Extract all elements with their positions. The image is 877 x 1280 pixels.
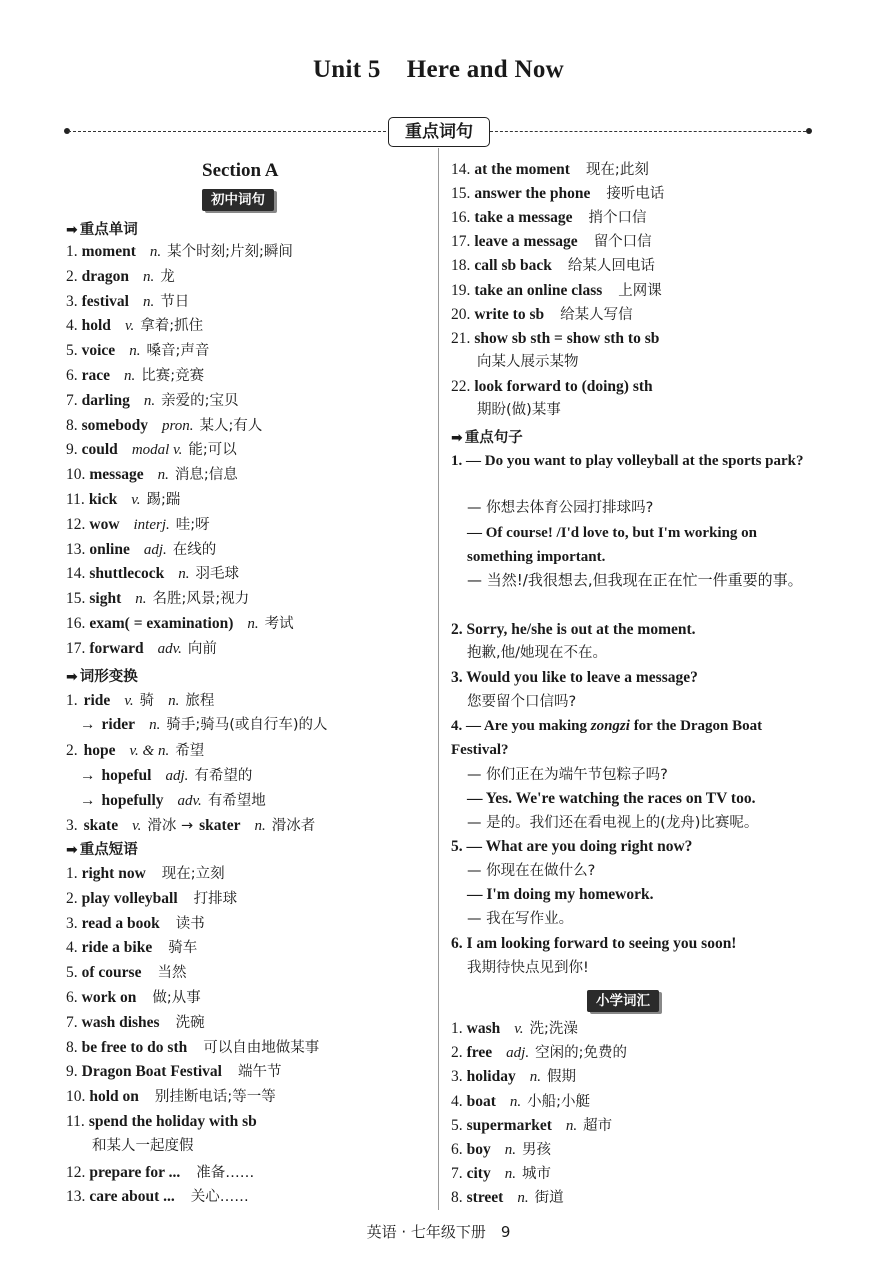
word-english: somebody xyxy=(81,416,148,434)
word-chinese: 希望 xyxy=(175,743,205,759)
word-chinese: 踢;踹 xyxy=(146,492,181,508)
word-item xyxy=(66,390,239,411)
primary-word-item xyxy=(451,1042,627,1063)
part-of-speech: n. xyxy=(509,1093,522,1110)
word-item xyxy=(66,539,216,560)
item-number: 5. xyxy=(66,342,78,360)
item-number: 1. xyxy=(451,1020,463,1037)
phrase-item xyxy=(451,207,647,228)
divider-left xyxy=(68,131,386,132)
arrow-icon: ➡ xyxy=(66,669,78,685)
item-number: 4. xyxy=(66,317,78,335)
part-of-speech: interj. xyxy=(133,516,170,533)
word-english: race xyxy=(81,367,111,384)
phrase-chinese: 向某人展示某物 xyxy=(477,354,579,370)
phrase-english: care about ... xyxy=(89,1188,175,1205)
phrase-item xyxy=(451,255,655,276)
item-number: 22. xyxy=(451,378,471,395)
item-number: 7. xyxy=(451,1165,463,1183)
subhead-phrases-label: 重点短语 xyxy=(79,842,138,858)
phrase-chinese: 给某人回电话 xyxy=(567,258,655,274)
word-english: hopefully xyxy=(101,792,164,809)
item-number: 12. xyxy=(66,515,86,533)
subhead-forms xyxy=(66,665,138,686)
word-english: darling xyxy=(81,391,130,409)
part-of-speech: n. xyxy=(135,591,147,608)
key-words-banner: 重点词句 xyxy=(388,117,490,147)
primary-word-item xyxy=(451,1187,564,1208)
word-chinese: 在线的 xyxy=(172,541,217,558)
sentence-6: 6. I am looking forward to seeing you soon! xyxy=(451,935,737,952)
part-of-speech: modal v. xyxy=(131,442,183,459)
sentence-1-q-cn: — 你想去体育公园打排球吗? xyxy=(467,500,654,516)
phrase-item xyxy=(66,937,197,958)
primary-word-item xyxy=(451,1066,576,1087)
sentence-5-a-cn: — 我在写作业。 xyxy=(467,911,574,927)
phrase-chinese: 现在;此刻 xyxy=(585,162,649,178)
word-item xyxy=(66,514,210,535)
phrase-chinese: 和某人一起度假 xyxy=(92,1138,194,1154)
item-number: 21. xyxy=(451,330,471,347)
arrow-icon: ➡ xyxy=(66,222,78,238)
item-number: 7. xyxy=(66,1014,78,1031)
phrase-item xyxy=(66,1012,205,1033)
sentence-4-q-cn: — 你们正在为端午节包粽子吗? xyxy=(467,767,668,783)
page-footer: 英语 · 七年级下册 9 xyxy=(366,1223,511,1241)
part-of-speech: n. xyxy=(142,293,155,310)
word-item xyxy=(66,439,237,460)
word-english: message xyxy=(89,466,144,484)
item-number: 19. xyxy=(451,282,471,299)
word-english: city xyxy=(466,1165,491,1183)
phrase-chinese: 读书 xyxy=(175,916,205,932)
sentence-4-a-cn: — 是的。我们还在看电视上的(龙舟)比赛呢。 xyxy=(467,815,759,831)
word-chinese: 亲爱的;宝贝 xyxy=(161,392,239,409)
word-english: street xyxy=(466,1189,504,1207)
part-of-speech: n. xyxy=(157,467,169,484)
word-english: kick xyxy=(88,491,118,508)
item-number: 7. xyxy=(66,391,78,409)
word-english: boat xyxy=(466,1092,496,1110)
phrase-english: at the moment xyxy=(474,161,570,178)
word-english: sight xyxy=(89,590,122,608)
phrase-item xyxy=(66,863,225,884)
item-number: 11. xyxy=(66,491,85,508)
word-chinese: 有希望的 xyxy=(194,768,253,784)
sentence-6-cn: 我期待快点见到你! xyxy=(467,960,589,976)
page-title xyxy=(0,56,877,84)
word-english: online xyxy=(89,540,130,558)
phrase-english: Dragon Boat Festival xyxy=(81,1063,222,1080)
word-english: supermarket xyxy=(466,1116,552,1134)
primary-word-item xyxy=(451,1139,551,1160)
sentence-1-a: — Of course! /I'd love to, but I'm working on something important. xyxy=(467,525,758,565)
word-english: boy xyxy=(466,1141,491,1158)
phrase-item xyxy=(451,159,649,180)
phrase-item xyxy=(451,280,662,301)
word-english-derived: skater xyxy=(199,817,241,834)
phrase-item xyxy=(66,962,186,983)
phrase-chinese: 端午节 xyxy=(237,1064,282,1080)
word-english: ride xyxy=(83,692,111,709)
primary-word-item xyxy=(451,1018,578,1039)
part-of-speech: adj. xyxy=(143,541,167,558)
phrase-english: take an online class xyxy=(474,282,603,299)
word-english: voice xyxy=(81,342,116,360)
phrase-item xyxy=(66,987,201,1008)
phrase-chinese: 关心…… xyxy=(190,1189,249,1205)
item-number: 15. xyxy=(66,590,86,608)
junior-tag: 初中词句 xyxy=(202,189,274,211)
phrase-chinese: 可以自由地做某事 xyxy=(203,1040,320,1056)
word-chinese: 考试 xyxy=(264,616,294,632)
phrase-chinese: 上网课 xyxy=(618,283,662,299)
phrase-item xyxy=(451,183,664,204)
sentence-4-q: 4. — Are you making zongzi for the Dragon Boat Festival? xyxy=(451,718,763,758)
word-chinese: 超市 xyxy=(583,1117,613,1134)
section-title: Section A xyxy=(202,160,279,181)
part-of-speech: v. xyxy=(124,318,135,335)
item-prefix: → xyxy=(80,716,96,733)
part-of-speech: n. xyxy=(143,392,156,409)
part-of-speech: n. xyxy=(149,717,161,733)
item-number: 2. xyxy=(66,890,78,907)
item-number: 2. xyxy=(451,1044,463,1062)
word-chinese: 节日 xyxy=(160,293,190,310)
item-number: 13. xyxy=(66,1188,86,1205)
word-english: wow xyxy=(89,515,120,533)
word-english: exam( = examination) xyxy=(89,615,234,632)
phrase-english: read a book xyxy=(81,915,160,932)
item-number: 13. xyxy=(66,540,86,558)
phrase-chinese: 做;从事 xyxy=(152,990,201,1006)
word-item xyxy=(66,464,238,485)
sentence-5-q-cn: — 你现在在做什么? xyxy=(467,863,596,879)
part-of-speech: adj. xyxy=(506,1045,530,1062)
word-english: rider xyxy=(101,716,136,733)
sentence-5-q: 5. — What are you doing right now? xyxy=(451,838,693,855)
phrase-english: leave a message xyxy=(474,233,578,250)
word-form-item xyxy=(66,740,204,761)
phrase-english: call sb back xyxy=(474,257,552,274)
word-chinese: 拿着;抓住 xyxy=(140,318,204,335)
word-chinese: 某个时刻;片刻;瞬间 xyxy=(167,244,293,260)
part-of-speech: n. xyxy=(247,616,259,632)
phrase-english: ride a bike xyxy=(81,939,153,956)
part-of-speech: n. xyxy=(129,343,141,360)
item-number: 11. xyxy=(66,1113,85,1130)
word-chinese: 假期 xyxy=(546,1069,576,1086)
item-number: 8. xyxy=(66,1039,78,1056)
arrow-icon: ➡ xyxy=(451,430,463,446)
word-chinese: 龙 xyxy=(160,268,175,285)
word-item xyxy=(66,365,204,386)
phrase-english: play volleyball xyxy=(81,890,178,907)
arrow-icon: ➡ xyxy=(66,842,78,858)
item-number: 4. xyxy=(451,1092,463,1110)
primary-tag: 小学词汇 xyxy=(587,990,659,1012)
item-prefix: → xyxy=(80,792,96,809)
word-chinese: 街道 xyxy=(534,1190,564,1207)
word-chinese: 比赛;竞赛 xyxy=(141,368,205,384)
part-of-speech: n. xyxy=(149,244,162,260)
primary-word-item xyxy=(451,1115,612,1136)
unit-name: Here and Now xyxy=(406,56,565,83)
phrase-english: look forward to (doing) sth xyxy=(474,378,653,395)
item-number: 6. xyxy=(66,989,78,1006)
item-number: 14. xyxy=(451,161,471,178)
item-number: 8. xyxy=(66,416,78,434)
phrase-english: of course xyxy=(81,964,142,981)
subhead-sentences-label: 重点句子 xyxy=(464,430,523,446)
item-number: 16. xyxy=(451,209,471,226)
word-chinese: 向前 xyxy=(187,640,217,657)
item-prefix: 2. xyxy=(66,742,78,759)
item-number: 20. xyxy=(451,306,471,323)
part-of-speech: n. xyxy=(529,1069,541,1086)
word-chinese: 空闲的;免费的 xyxy=(535,1045,627,1062)
part-of-speech: v. xyxy=(514,1021,524,1037)
divider-dot-right xyxy=(806,128,812,134)
word-item xyxy=(66,266,175,287)
item-number: 15. xyxy=(451,185,471,202)
phrase-item xyxy=(66,1086,276,1107)
subhead-words xyxy=(66,218,138,239)
item-number: 2. xyxy=(66,267,78,285)
part-of-speech: v. & n. xyxy=(129,743,170,759)
phrase-english: prepare for ... xyxy=(89,1164,181,1181)
word-chinese: 某人;有人 xyxy=(199,417,263,434)
item-number: 1. xyxy=(66,243,78,260)
subhead-words-label: 重点单词 xyxy=(79,222,138,238)
word-english: moment xyxy=(81,243,136,260)
part-of-speech: pron. xyxy=(161,417,194,434)
word-chinese: 滑冰 → xyxy=(147,818,194,834)
word-item xyxy=(66,638,217,659)
item-prefix: → xyxy=(80,767,96,784)
word-english: hold xyxy=(81,317,111,335)
item-number: 18. xyxy=(451,257,471,274)
item-number: 17. xyxy=(451,233,471,250)
word-chinese: 羽毛球 xyxy=(195,566,240,583)
phrase-chinese: 捎个口信 xyxy=(588,210,647,226)
item-number: 3. xyxy=(66,915,78,932)
part-of-speech-2: n. xyxy=(168,693,180,709)
word-chinese-2: 旅程 xyxy=(185,693,215,709)
phrase-chinese: 打排球 xyxy=(193,891,238,907)
divider-right xyxy=(490,131,806,132)
item-number: 6. xyxy=(451,1141,463,1158)
word-english: dragon xyxy=(81,267,129,285)
phrase-item xyxy=(66,888,237,909)
word-item xyxy=(66,489,180,510)
phrase-chinese: 准备…… xyxy=(196,1165,255,1181)
subhead-sentences xyxy=(451,426,523,447)
phrase-item xyxy=(66,1111,257,1132)
item-number: 9. xyxy=(66,1063,78,1080)
part-of-speech: n. xyxy=(504,1142,516,1158)
item-number: 10. xyxy=(66,466,86,484)
item-number: 12. xyxy=(66,1164,86,1181)
sentence-3-cn: 您要留个口信吗? xyxy=(467,694,577,710)
word-english: holiday xyxy=(466,1068,516,1086)
phrase-item xyxy=(66,1186,249,1207)
phrase-chinese: 留个口信 xyxy=(593,234,652,250)
phrase-chinese: 洗碗 xyxy=(175,1015,205,1031)
word-chinese: 洗;洗澡 xyxy=(529,1021,578,1037)
sentence-2: 2. Sorry, he/she is out at the moment. xyxy=(451,621,696,638)
item-number: 1. xyxy=(66,865,78,882)
item-number: 16. xyxy=(66,615,86,632)
item-number: 10. xyxy=(66,1088,86,1105)
column-divider xyxy=(438,148,439,1210)
phrase-item xyxy=(66,1061,281,1082)
part-of-speech: n. xyxy=(143,268,155,285)
word-english: hope xyxy=(83,742,116,759)
item-prefix: 3. xyxy=(66,817,78,834)
sentence-5-a: — I'm doing my homework. xyxy=(467,886,654,903)
phrase-chinese: 期盼(做)某事 xyxy=(477,402,561,418)
phrase-english: wash dishes xyxy=(81,1014,160,1031)
item-number: 5. xyxy=(66,964,78,981)
phrase-english: spend the holiday with sb xyxy=(88,1113,257,1130)
sentence-1-a-cn: — 当然!/我很想去,但我现在正在忙一件重要的事。 xyxy=(467,571,803,589)
word-english: festival xyxy=(81,292,129,310)
part-of-speech: n. xyxy=(517,1190,529,1207)
part-of-speech: adj. xyxy=(165,768,189,784)
part-of-speech: n. xyxy=(565,1117,578,1134)
word-english: could xyxy=(81,441,118,459)
sentence-2-cn: 抱歉,他/她现在不在。 xyxy=(467,645,607,661)
word-english: skate xyxy=(83,817,119,834)
part-of-speech-2: n. xyxy=(254,818,266,834)
word-chinese: 名胜;风景;视力 xyxy=(152,591,250,608)
word-chinese: 骑 xyxy=(139,693,155,709)
word-english: free xyxy=(466,1044,493,1062)
part-of-speech: n. xyxy=(124,368,136,384)
part-of-speech: v. xyxy=(132,818,142,834)
subhead-phrases xyxy=(66,838,138,859)
part-of-speech: v. xyxy=(124,693,134,709)
word-english: shuttlecock xyxy=(89,565,165,583)
word-form-item xyxy=(80,714,328,735)
word-item xyxy=(66,563,239,584)
word-item xyxy=(66,291,189,312)
part-of-speech: n. xyxy=(178,566,190,583)
phrase-english: write to sb xyxy=(474,306,545,323)
phrase-english: work on xyxy=(81,989,137,1006)
word-item xyxy=(66,340,209,361)
word-form-item xyxy=(66,690,214,711)
sentence-1-q: 1. — Do you want to play volleyball at the sports park? xyxy=(451,453,804,469)
part-of-speech: adv. xyxy=(157,640,182,657)
word-item xyxy=(66,315,203,336)
phrase-english: take a message xyxy=(474,209,573,226)
word-form-item xyxy=(80,765,252,786)
phrase-item xyxy=(66,913,205,934)
phrase-chinese: 接听电话 xyxy=(606,186,665,202)
phrase-chinese: 给某人写信 xyxy=(560,307,633,323)
word-chinese: 能;可以 xyxy=(188,442,237,459)
item-prefix: 1. xyxy=(66,692,78,709)
word-chinese: 小船;小艇 xyxy=(527,1093,591,1110)
word-form-item xyxy=(66,815,315,836)
primary-word-item xyxy=(451,1163,551,1184)
phrase-item xyxy=(66,1162,254,1183)
phrase-item xyxy=(451,231,652,252)
word-chinese: 有希望地 xyxy=(207,793,266,809)
phrase-english: show sb sth = show sth to sb xyxy=(474,330,660,347)
word-chinese: 消息;信息 xyxy=(174,467,238,484)
phrase-chinese: 当然 xyxy=(157,965,187,981)
part-of-speech: v. xyxy=(131,492,141,508)
word-chinese: 嗓音;声音 xyxy=(146,343,210,360)
item-number: 9. xyxy=(66,441,78,459)
unit-number: Unit 5 xyxy=(312,56,381,83)
phrase-chinese: 现在;立刻 xyxy=(161,866,225,882)
phrase-item xyxy=(451,304,633,325)
item-number: 4. xyxy=(66,939,78,956)
item-number: 3. xyxy=(66,292,78,310)
word-chinese: 城市 xyxy=(521,1166,551,1183)
word-chinese: 骑手;骑马(或自行车)的人 xyxy=(166,717,328,733)
phrase-item xyxy=(451,376,653,397)
item-number: 3. xyxy=(451,1068,463,1086)
word-form-item xyxy=(80,790,266,811)
item-number: 5. xyxy=(451,1116,463,1134)
phrase-english: answer the phone xyxy=(474,185,591,202)
phrase-english: hold on xyxy=(89,1088,139,1105)
word-item xyxy=(66,241,293,262)
word-item xyxy=(66,613,294,634)
phrase-chinese: 骑车 xyxy=(168,940,198,956)
phrase-item xyxy=(451,328,659,349)
part-of-speech: adv. xyxy=(177,793,202,809)
phrase-item xyxy=(66,1037,319,1058)
word-english: wash xyxy=(466,1020,501,1037)
phrase-chinese: 别挂断电话;等一等 xyxy=(154,1089,276,1105)
item-number: 6. xyxy=(66,367,78,384)
word-chinese: 男孩 xyxy=(522,1142,551,1158)
word-item xyxy=(66,415,262,436)
item-number: 8. xyxy=(451,1189,463,1207)
sentence-4-a: — Yes. We're watching the races on TV too. xyxy=(467,790,756,807)
subhead-forms-label: 词形变换 xyxy=(79,669,138,685)
phrase-english: right now xyxy=(81,865,146,882)
primary-word-item xyxy=(451,1091,590,1112)
word-chinese: 哇;呀 xyxy=(175,516,210,533)
word-english: hopeful xyxy=(101,767,152,784)
word-chinese-2: 滑冰者 xyxy=(271,818,316,834)
item-number: 17. xyxy=(66,639,86,657)
sentence-3: 3. Would you like to leave a message? xyxy=(451,669,698,686)
phrase-english: be free to do sth xyxy=(81,1039,188,1056)
part-of-speech: n. xyxy=(504,1166,516,1183)
item-number: 14. xyxy=(66,565,86,583)
word-english: forward xyxy=(89,639,144,657)
word-item xyxy=(66,588,249,609)
